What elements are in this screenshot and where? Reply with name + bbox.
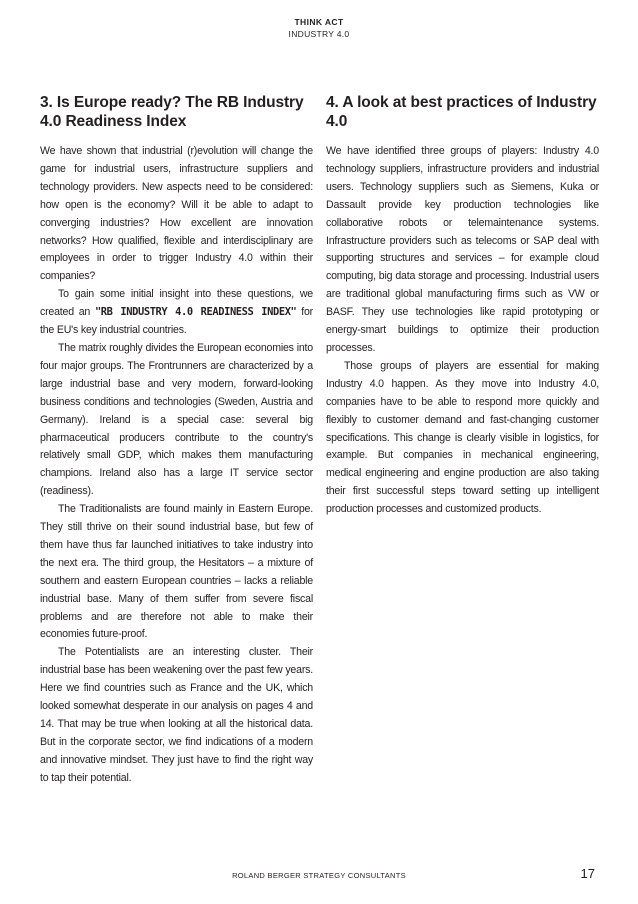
section-4-heading: 4. A look at best practices of Industry 4.0: [326, 94, 597, 130]
left-column: [40, 93, 313, 788]
section-3-paragraph-4: The Traditionalists are found mainly in Eastern Europe. They still thrive on their sound industrial base, but few of them have thus far launched initiatives to take industry into the next era. The third group, the Hesitators – a mixture of southern and eastern European countries – lacks a reliable industrial base. Many of them suffer from severe fiscal problems and are therefore not able to make their economies future-proof.: [40, 503, 313, 641]
header-brand: THINK ACT: [294, 17, 344, 27]
section-3-paragraph-2: [40, 286, 313, 340]
right-column: [326, 93, 599, 519]
section-4-paragraph-2: Those groups of players are essential for making Industry 4.0 happen. As they move into Industry 4.0, companies have to be able to respond more quickly and flexibly to customer demand and fast-changing customer specifications. This change is clearly visible in logistics, for example. But companies in mechanical engineering, medical engineering and engine production are also taking their first successful steps toward setting up intelligent production processes and customized products.: [326, 359, 599, 516]
section-3-paragraph-3: The matrix roughly divides the European economies into four major groups. The Frontrunners are characterized by a large industrial base and very modern, forward-looking business conditions and technologies (Sweden, Austria and Germany). Ireland is a special case: several big pharmaceutical producers contribute to the country's relatively small GDP, which makes them manufacturing champions. Ireland also has a large IT service sector (readiness).: [40, 341, 313, 498]
paragraph-2-text-before: To gain some initial insight into these questions, we created an: [40, 288, 313, 319]
page-header: [0, 16, 638, 40]
header-subtitle: INDUSTRY 4.0: [288, 29, 350, 39]
section-4-paragraph-1: We have identified three groups of players: Industry 4.0 technology suppliers, infrastructure providers and industrial users. Technology suppliers such as Siemens, Kuka or Dassault provide key production technologies like collaborative robots or telemaintenance systems. Infrastructure providers such as telecoms or SAP deal with supporting structures and services – for example cloud computing, big data storage and processing. Industrial users are traditional global manufacturing firms such as VW or BASF. They use technologies like rapid prototyping or energy-smart buildings to optimize their production processes.: [326, 145, 599, 354]
section-3-paragraph-1: We have shown that industrial (r)evolution will change the game for industrial users, infrastructure suppliers and technology providers. New aspects need to be considered: how open is the economy? Will it be able to adapt to converging industries? How excellent are innovation networks? How qualified, flexible and interdisciplinary are employees in order to trigger Industry 4.0 within their companies?: [40, 145, 313, 283]
readiness-index-emphasis: "RB INDUSTRY 4.0 READINESS INDEX": [94, 306, 297, 319]
page-footer: ROLAND BERGER STRATEGY CONSULTANTS: [232, 871, 406, 880]
page-number: 17: [580, 866, 595, 881]
section-3-heading: 3. Is Europe ready? The RB Industry 4.0 Readiness Index: [40, 94, 304, 130]
section-3-paragraph-5: The Potentialists are an interesting cluster. Their industrial base has been weakening over the past few years. Here we find countries such as France and the UK, which looked somewhat desperate in our analysis on pages 4 and 14. That may be true when looking at all the historical data. But in the corporate sector, we find indications of a modern and innovative mindset. They just have to find the right way to tap their potential.: [40, 646, 313, 784]
paragraph-2-text-after: for the EU's key industrial countries.: [40, 306, 313, 337]
